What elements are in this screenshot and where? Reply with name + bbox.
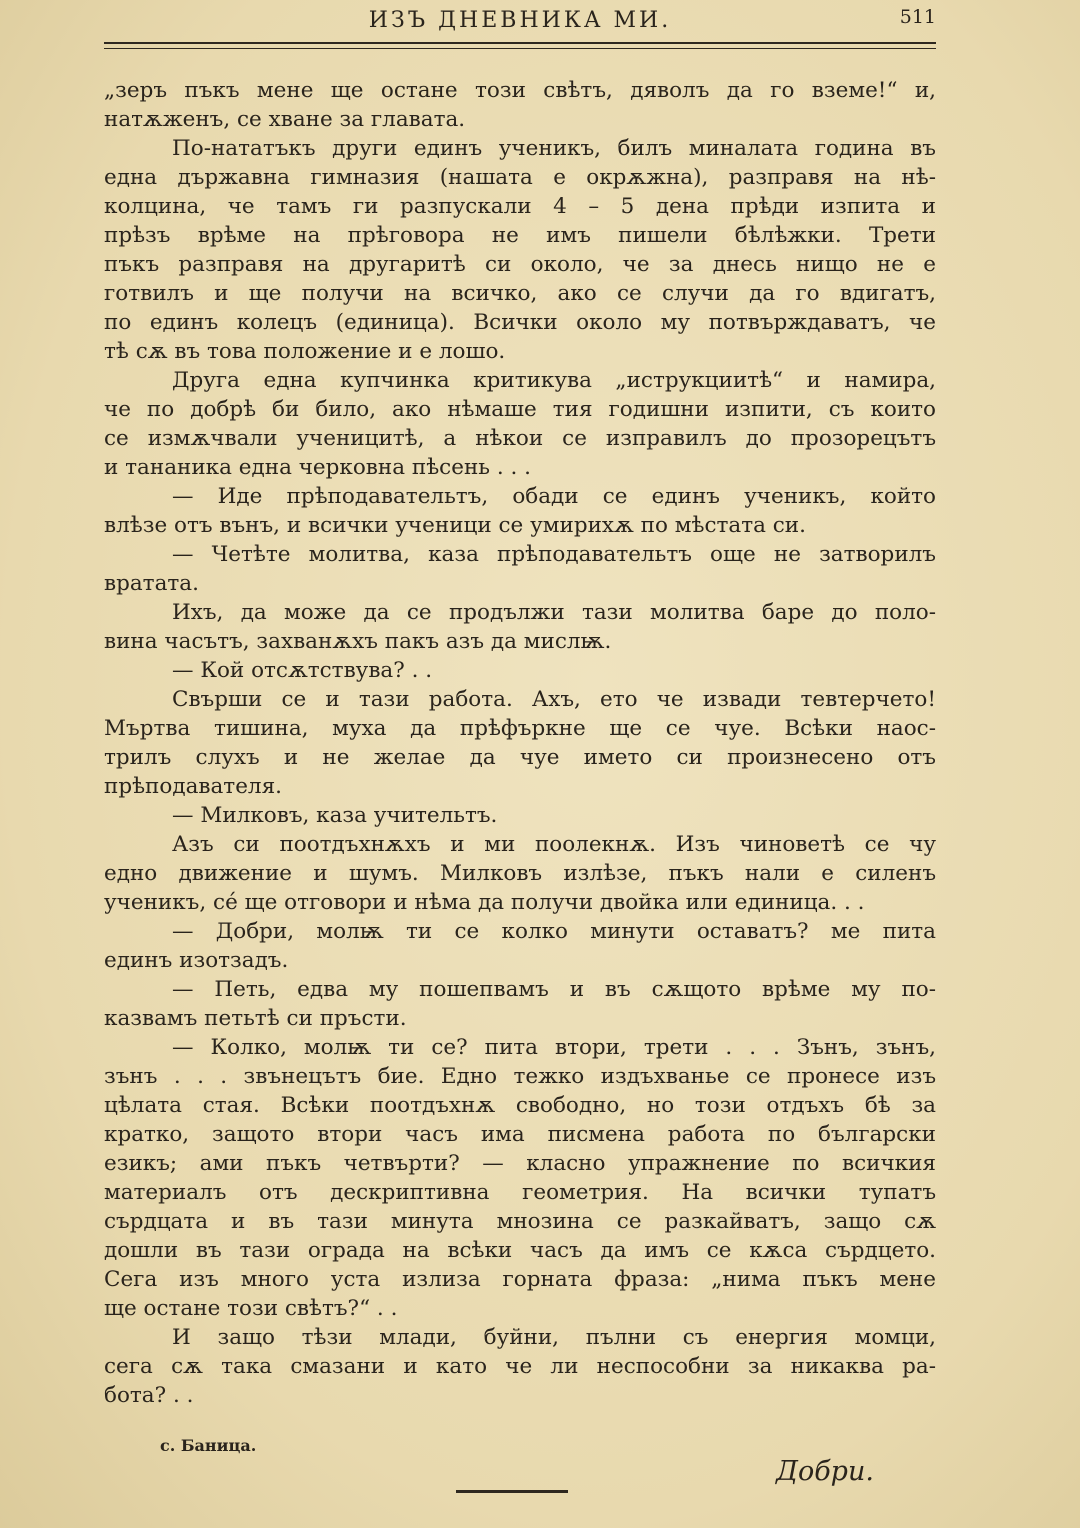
text-line: Друга една купчинка критикува „иструкциитѣ“ и намира, bbox=[172, 368, 936, 393]
text-line: се измѫчвали ученицитѣ, а нѣкои се изправилъ до прозорецътъ bbox=[104, 426, 936, 451]
text-line: готвилъ и ще получи на всичко, ако се случи да го вдигатъ, bbox=[104, 281, 936, 306]
text-line: влѣзе отъ вънъ, и всички ученици се умирихѫ по мѣстата си. bbox=[104, 513, 806, 538]
text-line: сега сѫ така смазани и като че ли неспособни за никаква ра- bbox=[104, 1354, 936, 1379]
text-line: по единъ колецъ (единица). Всички около му потвърждаватъ, че bbox=[104, 310, 936, 335]
page-number: 511 bbox=[899, 6, 936, 28]
text-line: ще остане този свѣтъ?“ . . bbox=[104, 1296, 398, 1321]
text-line: Свърши се и тази работа. Ахъ, ето че извади тевтерчето! bbox=[172, 687, 936, 712]
place-name: с. Баница. bbox=[160, 1436, 257, 1455]
text-line: пъкъ разправя на другаритѣ си около, че за днесь нищо не е bbox=[104, 252, 936, 277]
text-line: бота? . . bbox=[104, 1383, 194, 1408]
text-line: вратата. bbox=[104, 571, 199, 596]
text-line: Ихъ, да може да се продължи тази молитва баре до поло- bbox=[172, 600, 936, 625]
text-line: прѣподавателя. bbox=[104, 774, 282, 799]
text-line: едно движение и шумъ. Милковъ излѣзе, пъкъ нали е силенъ bbox=[104, 861, 936, 886]
text-line: натѫженъ, се хване за главата. bbox=[104, 107, 466, 132]
text-line: цѣлата стая. Всѣки поотдъхнѫ свободно, но този отдъхъ бѣ за bbox=[104, 1093, 936, 1118]
text-line: кратко, защото втори часъ има писмена работа по български bbox=[104, 1122, 936, 1147]
text-line: Азъ си поотдъхнѫхъ и ми поолекнѫ. Изъ чиноветѣ се чу bbox=[172, 832, 936, 857]
text-line: — Колко, молѭ ти се? пита втори, трети . . . Зънъ, зънъ, bbox=[172, 1035, 936, 1060]
text-line: единъ изотзадъ. bbox=[104, 948, 289, 973]
page-header bbox=[104, 4, 936, 36]
text-line: — Петь, едва му пошепвамъ и въ сѫщото врѣме му по- bbox=[172, 977, 936, 1002]
text-line: Мъртва тишина, муха да прѣфъркне ще се чуе. Всѣки наос- bbox=[104, 716, 936, 741]
body-text bbox=[104, 76, 936, 1410]
text-line: трилъ слухъ и не желае да чуе името си произнесено отъ bbox=[104, 745, 936, 770]
text-line: — Добри, молѭ ти се колко минути оставатъ? ме пита bbox=[172, 919, 936, 944]
text-line: езикъ; ами пъкъ четвърти? — класно упражнение по всичкия bbox=[104, 1151, 936, 1176]
text-line: че по добрѣ би било, ако нѣмаше тия годишни изпити, съ които bbox=[104, 397, 936, 422]
text-line: материалъ отъ дескриптивна геометрия. На всички тупатъ bbox=[104, 1180, 936, 1205]
text-line: вина часътъ, захванѫхъ пакъ азъ да мислѭ. bbox=[104, 629, 612, 654]
text-line: „зеръ пъкъ мене ще остане този свѣтъ, дяволъ да го вземе!“ и, bbox=[104, 78, 936, 103]
text-line: дошли въ тази ограда на всѣки часъ да имъ се кѫса сърдцето. bbox=[104, 1238, 936, 1263]
text-line: — Иде прѣподавательтъ, обади се единъ ученикъ, който bbox=[172, 484, 936, 509]
header-rule-thin bbox=[104, 48, 936, 49]
text-line: казвамъ петьтѣ си пръсти. bbox=[104, 1006, 407, 1031]
text-line: Сега изъ много уста излиза горната фраза: „нима пъкъ мене bbox=[104, 1267, 936, 1292]
text-line: — Четѣте молитва, каза прѣподавательтъ още не затворилъ bbox=[172, 542, 936, 567]
text-line: И защо тѣзи млади, буйни, пълни съ енергия момци, bbox=[172, 1325, 936, 1350]
text-line: прѣзъ врѣме на прѣговора не имъ пишели бѣлѣжки. Трети bbox=[104, 223, 936, 248]
end-rule bbox=[456, 1490, 568, 1493]
text-line: — Кой отсѫтствува? . . bbox=[172, 658, 433, 683]
text-line: ученикъ, сé ще отговори и нѣма да получи двойка или единица. . . bbox=[104, 890, 865, 915]
text-line: зънъ . . . звънецътъ бие. Едно тежко издъхванье се пронесе изъ bbox=[104, 1064, 936, 1089]
text-line: тѣ сѫ въ това положение и е лошо. bbox=[104, 339, 506, 364]
text-line: По-нататъкъ други единъ ученикъ, билъ миналата година въ bbox=[172, 136, 936, 161]
text-line: една държавна гимназия (нашата е окрѫжна), разправя на нѣ- bbox=[104, 165, 936, 190]
text-line: колцина, че тамъ ги разпускали 4 – 5 дена прѣди изпита и bbox=[104, 194, 936, 219]
header-rule bbox=[104, 42, 936, 44]
text-line: сърдцата и въ тази минута мнозина се разкайватъ, защо сѫ bbox=[104, 1209, 936, 1234]
running-title: ИЗЪ ДНЕВНИКА МИ. bbox=[368, 8, 672, 33]
author-signature: Добри. bbox=[776, 1456, 874, 1487]
text-line: и тананика една черковна пѣсень . . . bbox=[104, 455, 531, 480]
text-line: — Милковъ, каза учительтъ. bbox=[172, 803, 498, 828]
